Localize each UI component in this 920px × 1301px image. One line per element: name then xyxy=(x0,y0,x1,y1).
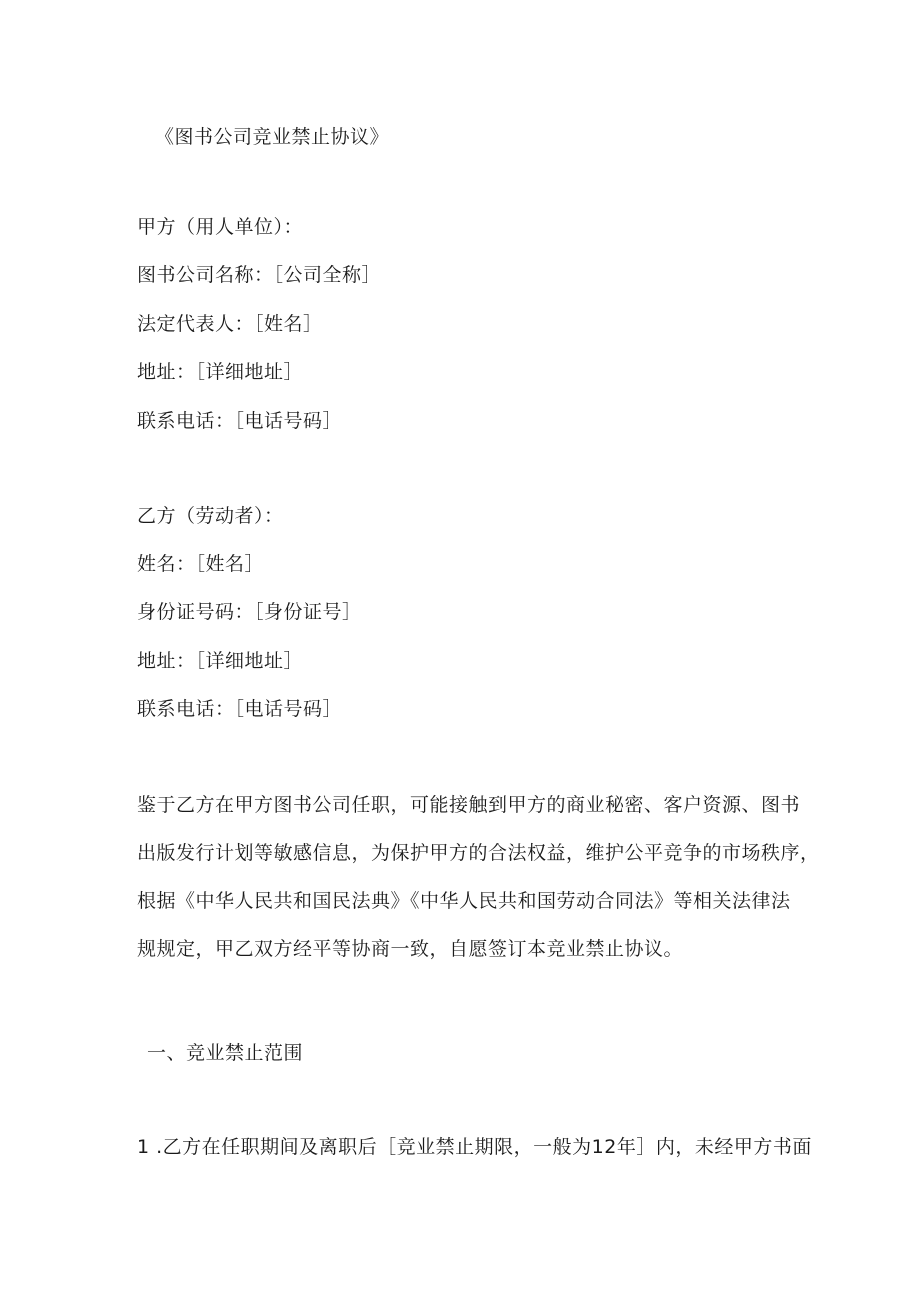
preamble-line: 规规定，甲乙双方经平等协商一致，自愿签订本竞业禁止协议。 xyxy=(137,938,684,960)
party-b-heading: 乙方（劳动者）： xyxy=(137,505,284,527)
party-b-address: 地址：［详细地址］ xyxy=(137,650,304,672)
clause-1-text: 1 .乙方在任职期间及离职后［竞业禁止期限，一般为12年］内，未经甲方书面 xyxy=(137,1136,812,1158)
party-b-name: 姓名：［姓名］ xyxy=(137,553,265,575)
preamble-line: 根据《中华人民共和国民法典》《中华人民共和国劳动合同法》等相关法律法 xyxy=(137,890,791,912)
document-title: 《图书公司竞业禁止协议》 xyxy=(155,126,390,148)
party-a-phone: 联系电话：［电话号码］ xyxy=(137,410,343,432)
preamble-line: 出版发行计划等敏感信息，为保护甲方的合法权益，维护公平竞争的市场秩序， xyxy=(137,842,820,864)
party-b-phone: 联系电话：［电话号码］ xyxy=(137,698,343,720)
party-a-heading: 甲方（用人单位）： xyxy=(137,216,304,238)
section-1-heading: 一、竞业禁止范围 xyxy=(147,1042,304,1064)
party-b-id-number: 身份证号码：［身份证号］ xyxy=(137,601,362,623)
preamble-line: 鉴于乙方在甲方图书公司任职，可能接触到甲方的商业秘密、客户资源、图书 xyxy=(137,794,801,816)
party-a-address: 地址：［详细地址］ xyxy=(137,361,304,383)
party-a-company: 图书公司名称：［公司全称］ xyxy=(137,264,382,286)
party-a-legal-rep: 法定代表人：［姓名］ xyxy=(137,313,323,335)
